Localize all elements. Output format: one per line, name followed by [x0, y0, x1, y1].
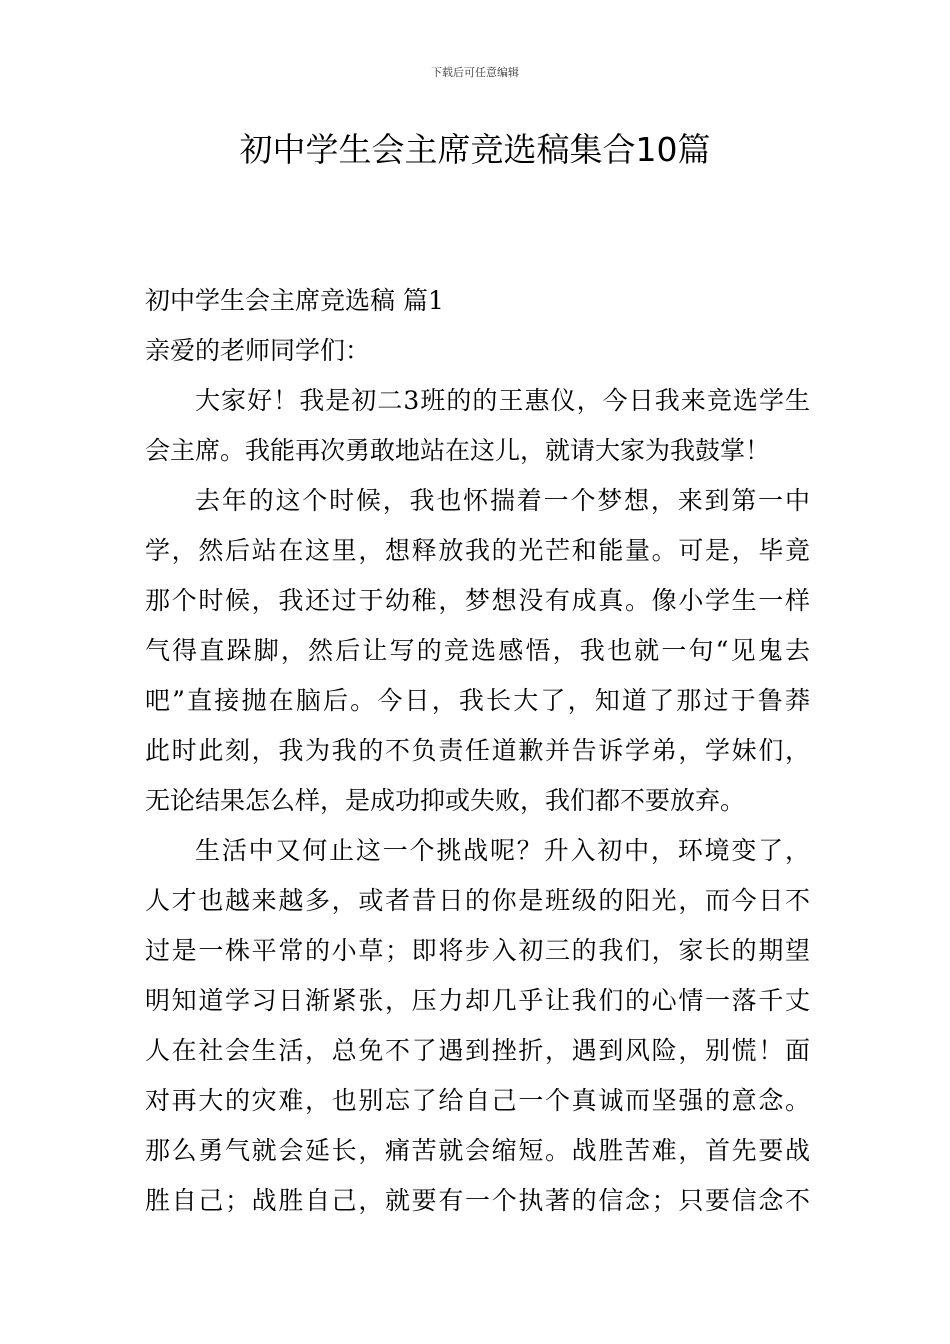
text-line: 吧”直接抛在脑后。今日，我长大了，知道了那过于鲁莽 [145, 686, 810, 715]
text-line: 明知道学习日渐紧张，压力却几乎让我们的心情一落千丈 [145, 986, 810, 1015]
paragraph-2 [145, 476, 810, 826]
document-body [145, 276, 810, 1226]
text-line: 大家好！我是初二3班的的王惠仪，今日我来竞选学生 [195, 386, 810, 415]
text-line: 对再大的灾难，也别忘了给自己一个真诚而坚强的意念。 [145, 1086, 810, 1115]
text-line: 胜自己；战胜自己，就要有一个执著的信念；只要信念不 [145, 1186, 810, 1215]
document-title: 初中学生会主席竞选稿集合10篇 [239, 130, 711, 169]
text-line: 生活中又何止这一个挑战呢？升入初中，环境变了， [195, 836, 810, 865]
paragraph-3 [145, 826, 810, 1226]
text-line: 人才也越来越多，或者昔日的你是班级的阳光，而今日不 [145, 886, 810, 915]
text-line: 学，然后站在这里，想释放我的光芒和能量。可是，毕竟 [145, 536, 810, 565]
text-line: 无论结果怎么样，是成功抑或失败，我们都不要放弃。 [145, 786, 746, 815]
text-line: 气得直跺脚，然后让写的竞选感悟，我也就一句“见鬼去 [145, 636, 810, 665]
text-line: 那么勇气就会延长，痛苦就会缩短。战胜苦难，首先要战 [145, 1136, 810, 1165]
paragraph-1 [145, 376, 810, 476]
header-note: 下载后可任意编辑 [431, 66, 519, 79]
text-line: 此时此刻，我为我的不负责任道歉并告诉学弟，学妹们， [145, 736, 810, 765]
salutation: 亲爱的老师同学们： [145, 336, 371, 365]
text-line: 过是一株平常的小草；即将步入初三的我们，家长的期望 [145, 936, 810, 965]
text-line: 那个时候，我还过于幼稚，梦想没有成真。像小学生一样 [145, 586, 810, 615]
text-line: 人在社会生活，总免不了遇到挫折，遇到风险，别慌！面 [145, 1036, 810, 1065]
text-line: 会主席。我能再次勇敢地站在这儿，就请大家为我鼓掌！ [145, 436, 771, 465]
section-heading: 初中学生会主席竞选稿 篇1 [145, 286, 444, 315]
text-line: 去年的这个时候，我也怀揣着一个梦想，来到第一中 [195, 486, 810, 515]
